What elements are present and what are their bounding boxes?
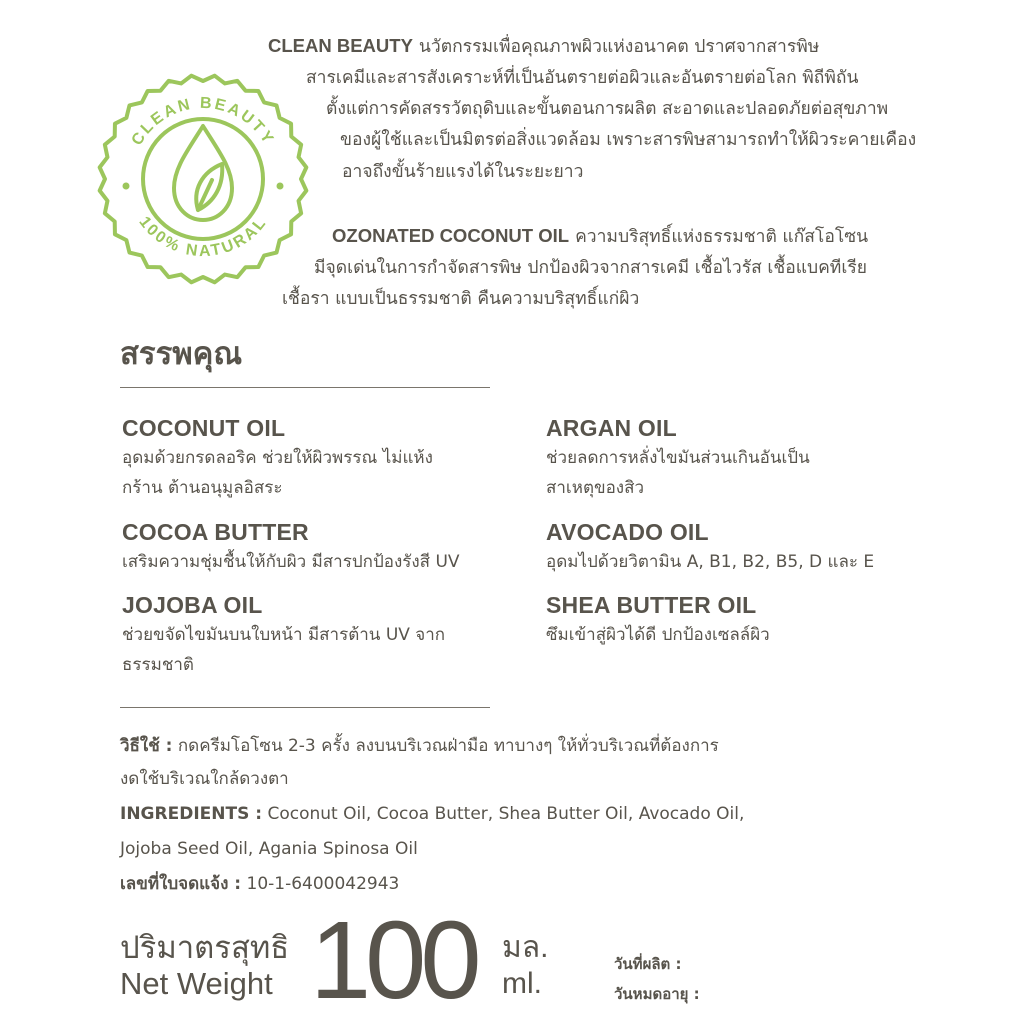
ozonated-line-1: OZONATED COCONUT OIL ความบริสุทธิ์แห่งธรรมชาติ แก๊สโอโซน (332, 225, 869, 247)
property-desc: ซึมเข้าสู่ผิวได้ดี ปกป้องเซลล์ผิว (546, 625, 770, 645)
net-label-english: Net Weight (120, 966, 273, 1001)
expiry-date-label: วันหมดอายุ : (614, 985, 700, 1003)
usage-label: วิธีใช้ : (120, 736, 173, 756)
property-title: ARGAN OIL (546, 415, 677, 441)
usage-text: กดครีมโอโซน 2-3 ครั้ง ลงบนบริเวณฝ่ามือ ทาบางๆ ให้ทั่วบริเวณที่ต้องการ (177, 736, 719, 756)
property-desc: อุดมไปด้วยวิตามิน A, B1, B2, B5, D และ E (546, 552, 875, 572)
property-desc: เสริมความชุ่มชื้นให้กับผิว มีสารปกป้องรังสี UV (122, 552, 460, 572)
property-title: AVOCADO OIL (546, 519, 709, 545)
net-label-thai: ปริมาตรสุทธิ (120, 930, 290, 965)
property-title: COCOA BUTTER (122, 519, 309, 545)
registration-label: เลขที่ใบจดแจ้ง : (120, 874, 242, 894)
property-desc: ช่วยลดการหลั่งไขมันส่วนเกินอันเป็น สาเหตุของสิว (546, 448, 810, 498)
clean-beauty-line-3: ตั้งแต่การคัดสรรวัตถุดิบและขั้นตอนการผลิต สะอาดและปลอดภัยต่อสุขภาพ (326, 99, 889, 119)
net-volume-value: 100 (310, 899, 476, 1022)
registration-number: 10-1-6400042943 (246, 874, 400, 894)
seal-dot-left (123, 183, 130, 190)
property-avocado-oil (546, 517, 956, 577)
divider-bottom (120, 707, 490, 708)
property-argan-oil (546, 413, 956, 503)
ingredients-line-2: Jojoba Seed Oil, Agania Spinosa Oil (120, 839, 418, 859)
property-desc: อุดมด้วยกรดลอริค ช่วยให้ผิวพรรณ ไม่แห้งกร้าน ต้านอนุมูลอิสระ (122, 448, 433, 498)
properties-heading: สรรพคุณ (120, 336, 243, 372)
property-desc: ช่วยขจัดไขมันบนใบหน้า มีสารต้าน UV จากธรรมชาติ (122, 625, 446, 675)
ingredients-text: Coconut Oil, Cocoa Butter, Shea Butter Oil, Avocado Oil, (267, 804, 745, 824)
leaf-drop-icon (174, 126, 232, 220)
clean-beauty-line-5: อาจถึงขั้นร้ายแรงได้ในระยะยาว (342, 162, 584, 182)
property-cocoa-butter (122, 517, 532, 577)
clean-beauty-line-4: ของผู้ใช้และเป็นมิตรต่อสิ่งแวดล้อม เพราะสารพิษสามารถทำให้ผิวระคายเคือง (340, 130, 917, 150)
seal-bottom-text: 100% NATURAL (135, 213, 271, 261)
registration-line (120, 872, 399, 896)
usage-line-2: งดใช้บริเวณใกล้ดวงตา (120, 769, 289, 789)
property-shea-butter-oil (546, 590, 956, 650)
ozonated-line-2: มีจุดเด่นในการกำจัดสารพิษ ปกป้องผิวจากสารเคมี เชื้อไวรัส เชื้อแบคทีเรีย (314, 258, 867, 278)
clean-beauty-seal (92, 68, 314, 290)
usage-line-1 (120, 734, 719, 758)
ingredients-label: INGREDIENTS : (120, 804, 263, 824)
clean-beauty-line-2: สารเคมีและสารสังเคราะห์ที่เป็นอันตรายต่อผิวและอันตรายต่อโลก พิถีพิถัน (306, 68, 859, 88)
property-title: JOJOBA OIL (122, 592, 263, 618)
clean-beauty-line-1: CLEAN BEAUTY นวัตกรรมเพื่อคุณภาพผิวแห่งอนาคต ปราศจากสารพิษ (268, 35, 820, 57)
unit-thai: มล. (502, 931, 549, 964)
ingredients-line-1 (120, 802, 744, 826)
manufacture-date-label: วันที่ผลิต : (614, 955, 682, 973)
ozonated-heading: OZONATED COCONUT OIL (332, 225, 570, 246)
property-title: SHEA BUTTER OIL (546, 592, 757, 618)
unit-english: ml. (502, 967, 542, 1000)
property-title: COCONUT OIL (122, 415, 286, 441)
clean-beauty-heading: CLEAN BEAUTY (268, 35, 413, 56)
seal-top-text: CLEAN BEAUTY (128, 94, 278, 149)
property-coconut-oil (122, 413, 532, 503)
divider-top (120, 387, 490, 388)
property-jojoba-oil (122, 590, 532, 680)
ozonated-line-3: เชื้อรา แบบเป็นธรรมชาติ คืนความบริสุทธิ์แก่ผิว (282, 289, 640, 309)
seal-dot-right (277, 183, 284, 190)
